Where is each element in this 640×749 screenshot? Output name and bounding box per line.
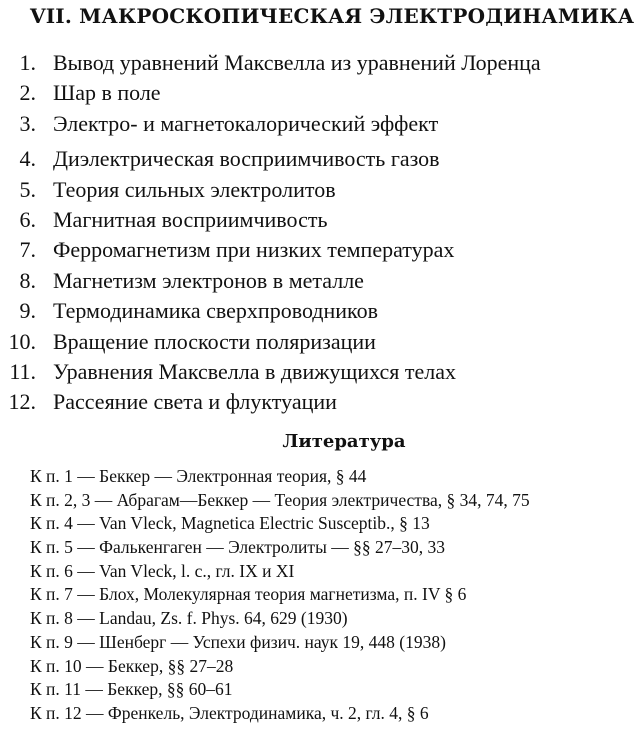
topic-item	[0, 389, 640, 419]
topic-number: 8.	[19, 267, 36, 293]
topic-title: Ферромагнетизм при низких температурах	[53, 237, 455, 263]
topic-title: Теория сильных электролитов	[53, 176, 336, 202]
topic-number: 11.	[9, 358, 36, 384]
topic-title: Термодинамика сверхпроводников	[53, 298, 379, 324]
topic-title: Магнетизм электронов в металле	[53, 267, 364, 293]
reference-item: К п. 2, 3 — Абрагам—Беккер — Теория электричества, § 34, 74, 75	[30, 489, 530, 510]
topic-number: 6.	[19, 206, 36, 232]
chapter-title: VII. МАКРОСКОПИЧЕСКАЯ ЭЛЕКТРОДИНАМИКА	[30, 4, 635, 28]
topic-number: 5.	[19, 176, 36, 202]
topic-title: Шар в поле	[53, 80, 161, 106]
topic-title: Магнитная восприимчивость	[53, 206, 328, 232]
reference-item: К п. 8 — Landau, Zs. f. Phys. 64, 629 (1930)	[30, 608, 348, 629]
reference-item: К п. 7 — Блох, Молекулярная теория магнетизма, п. IV § 6	[30, 584, 467, 605]
reference-item: К п. 12 — Френкель, Электродинамика, ч. 2, гл. 4, § 6	[30, 702, 429, 723]
topic-list	[0, 50, 640, 420]
topic-item	[0, 268, 640, 298]
topic-item	[0, 329, 640, 359]
reference-item: К п. 9 — Шенберг — Успехи физич. наук 19, 448 (1938)	[30, 631, 446, 652]
topic-title: Вывод уравнений Максвелла из уравнений Лоренца	[53, 50, 541, 75]
reference-item: К п. 6 — Van Vleck, l. c., гл. IX и XI	[30, 560, 295, 581]
reference-item: К п. 10 — Беккер, §§ 27–28	[30, 655, 234, 676]
topic-item	[0, 80, 640, 110]
topic-title: Электро- и магнетокалорический эффект	[53, 110, 439, 136]
topic-number: 7.	[19, 237, 36, 263]
reference-item: К п. 5 — Фалькенгаген — Электролиты — §§ 27–30, 33	[30, 537, 445, 558]
topic-item	[0, 177, 640, 207]
topic-title: Вращение плоскости поляризации	[53, 328, 376, 354]
topic-title: Рассеяние света и флуктуации	[53, 389, 337, 415]
topic-title: Уравнения Максвелла в движущихся телах	[53, 358, 457, 384]
reference-item: К п. 11 — Беккер, §§ 60–61	[30, 679, 233, 700]
topic-number: 2.	[19, 80, 36, 106]
topic-number: 10.	[8, 328, 36, 354]
reference-item: К п. 4 — Van Vleck, Magnetica Electric Susceptib., § 13	[30, 513, 430, 534]
topic-title: Диэлектрическая восприимчивость газов	[53, 146, 440, 172]
literature-heading: Литература	[282, 431, 406, 452]
topic-number: 1.	[19, 50, 36, 75]
topic-item	[0, 298, 640, 328]
topic-item	[0, 146, 640, 176]
topic-number: 4.	[19, 146, 36, 172]
topic-item	[0, 50, 640, 80]
reference-item: К п. 1 — Беккер — Электронная теория, § 44	[30, 466, 367, 486]
topic-item	[0, 237, 640, 267]
topic-item	[0, 207, 640, 237]
topic-number: 12.	[8, 389, 36, 415]
topic-number: 9.	[19, 298, 36, 324]
topic-item	[0, 111, 640, 141]
topic-item	[0, 359, 640, 389]
reference-list	[30, 466, 630, 727]
topic-number: 3.	[19, 110, 36, 136]
